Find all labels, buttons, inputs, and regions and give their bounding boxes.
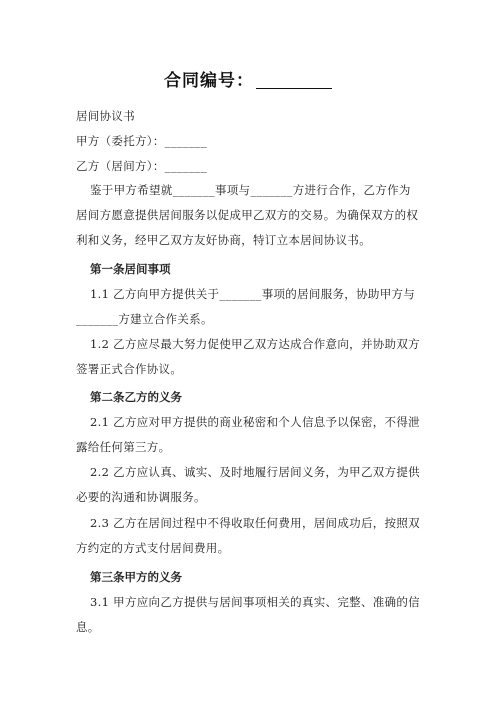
contract-number-title: [0, 66, 496, 91]
contract-number-blank: [256, 74, 332, 89]
clause-2-3: 2.3 乙方在居间过程中不得收取任何费用，居间成功后，按照双方约定的方式支付居间费用。: [76, 516, 420, 555]
section-3-heading: 第三条甲方的义务: [90, 570, 182, 584]
clause-2-2: 2.2 乙方应认真、诚实、及时地履行居间义务，为甲乙双方提供必要的沟通和协调服务。: [76, 465, 420, 504]
party-b-line: 乙方（居间方）：_______: [76, 159, 207, 173]
section-2-heading: 第二条乙方的义务: [90, 390, 182, 404]
intro-paragraph: 鉴于甲方希望就_______事项与_______方进行合作，乙方作为居间方愿意提供居间服务以促成甲乙双方的交易。为确保双方的权利和义务，经甲乙双方友好协商，特订立本居间协议书。: [76, 183, 419, 247]
clause-1-1: 1.1 乙方向甲方提供关于_______事项的居间服务，协助甲方与_______方建立合作关系。: [76, 287, 416, 326]
section-1-heading: 第一条居间事项: [90, 262, 171, 276]
document-name: 居间协议书: [76, 109, 135, 123]
clause-3-1: 3.1 甲方应向乙方提供与居间事项相关的真实、完整、准确的信息。: [76, 595, 420, 634]
party-a-line: 甲方（委托方）：_______: [76, 134, 207, 148]
title-text: 合同编号：: [164, 71, 254, 91]
clause-1-2: 1.2 乙方应尽最大努力促使甲乙双方达成合作意向，并协助双方签署正式合作协议。: [76, 337, 420, 376]
clause-2-1: 2.1 乙方应对甲方提供的商业秘密和个人信息予以保密，不得泄露给任何第三方。: [76, 415, 420, 454]
